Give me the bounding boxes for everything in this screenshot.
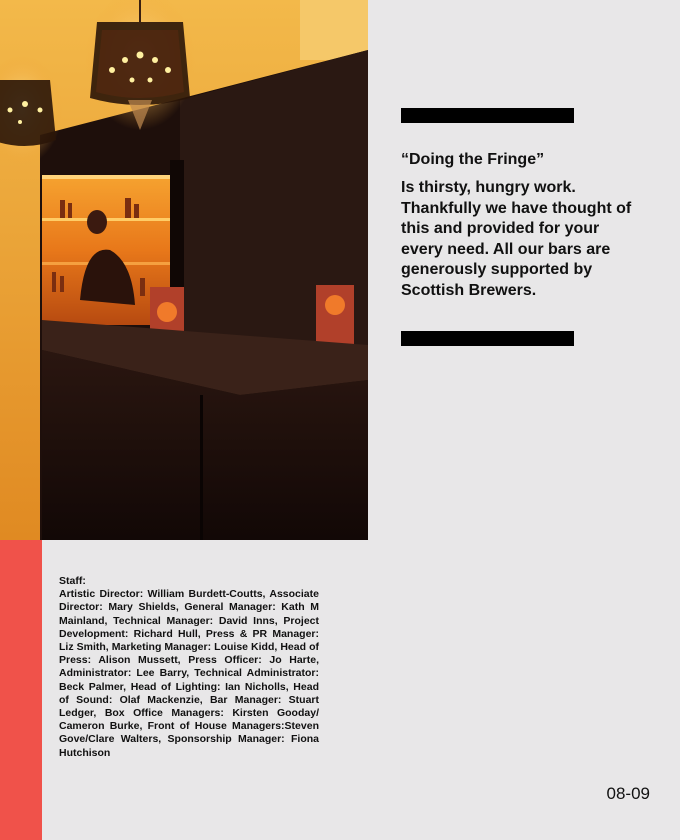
bar-photo (0, 0, 368, 540)
quote-body: Is thirsty, hungry work. Thankfully we have thought of this and provided for your every need. All our bars are generously supported by Scottish Brewers. (401, 179, 632, 299)
staff-label: Staff: (59, 575, 86, 587)
quote-title: “Doing the Fringe” (401, 151, 545, 168)
page-number: 08-09 (606, 784, 650, 803)
bottom-rule (401, 331, 574, 346)
staff-credits (59, 575, 319, 760)
staff-list: Artistic Director: William Burdett-Coutts, Associate Director: Mary Shields, General Manager: Kath M Mainland, Technical Manager: David Inns, Project Development: Richard Hull, Press & PR Manager: Liz Smith, Marketing Manager: Louise Kidd, Head of Press: Alison Mussett, Press Officer: Jo Harte, Administrator: Lee Barry, Technical Administrator: Beck Palmer, Head of Lighting: Ian Nicholls, Head of Sound: Olaf Mackenzie, Bar Manager: Stuart Ledger, Box Office Managers: Kirsten Gooday/ Cameron Burke, Front of House Managers:Steven Gove/Clare Walters, Sponsorship Manager: Fiona Hutchison (59, 588, 319, 759)
top-rule (401, 108, 574, 123)
